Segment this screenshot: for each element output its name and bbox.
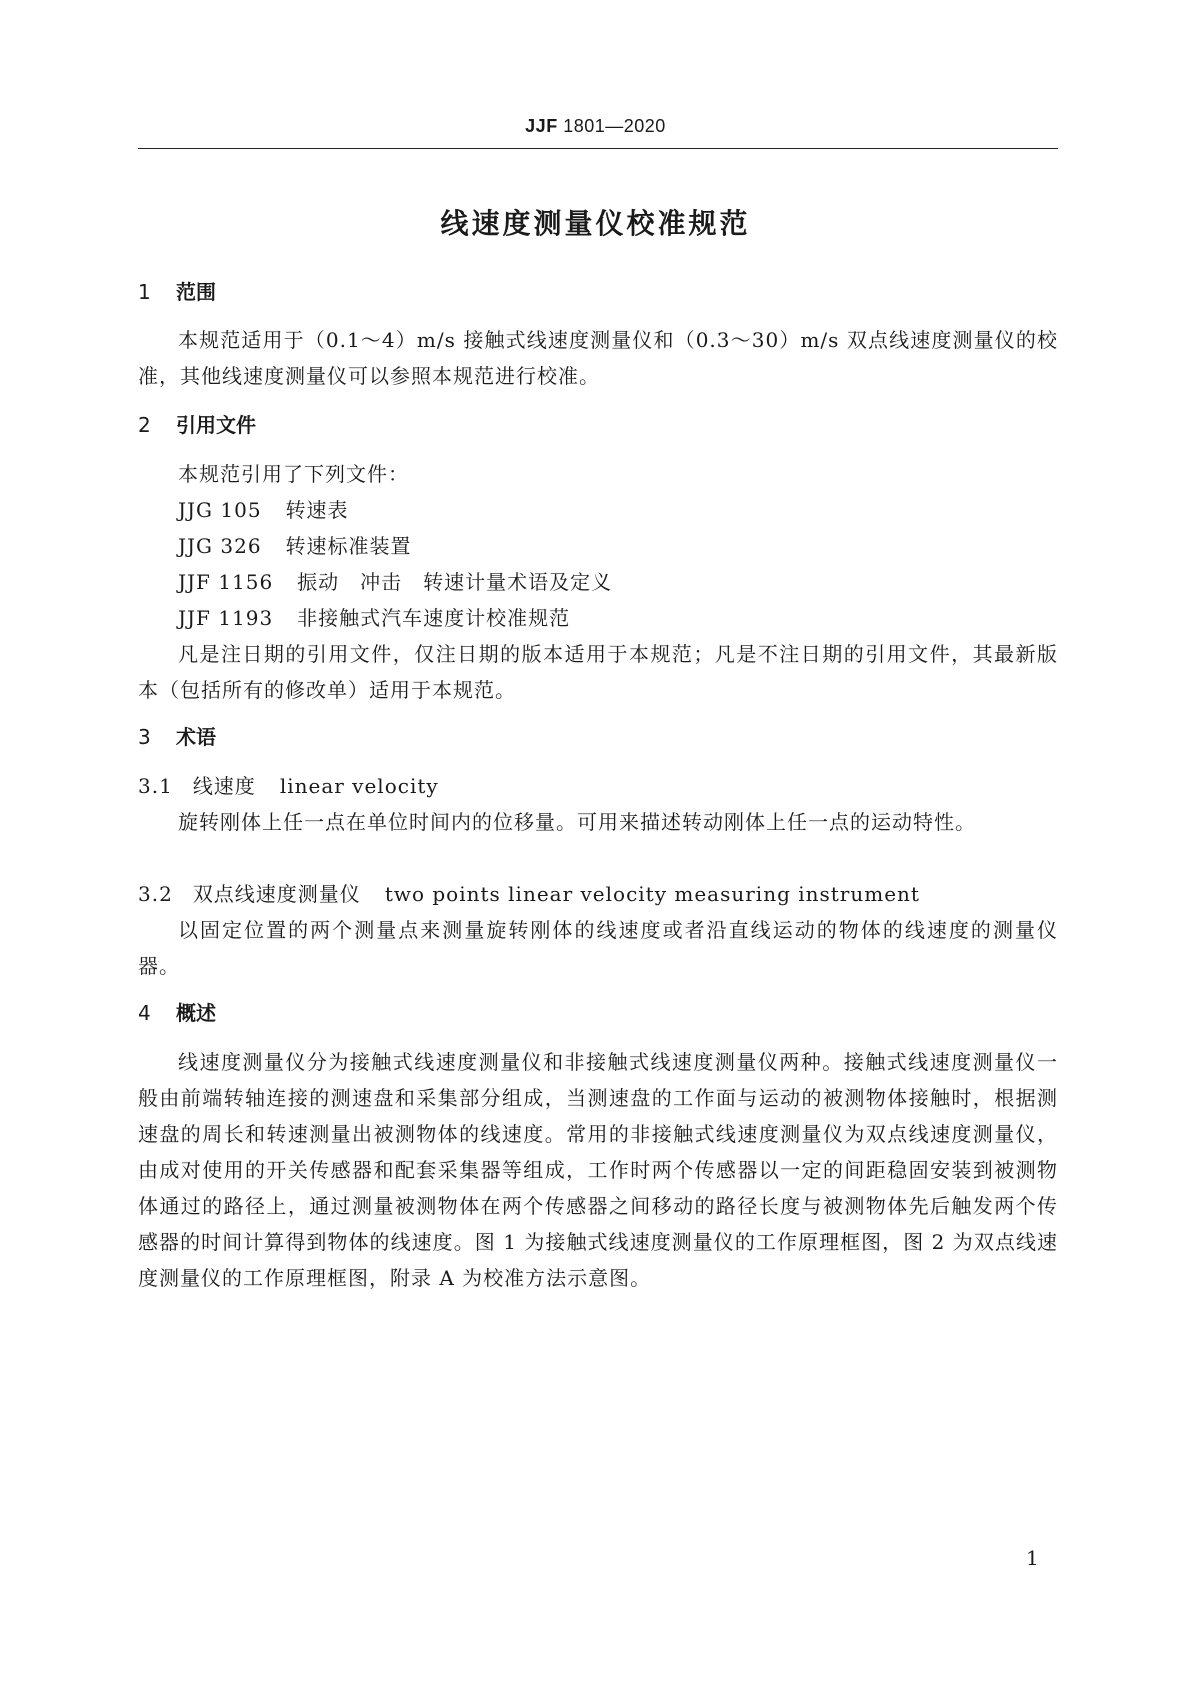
section-2-heading (138, 415, 256, 435)
section-1-paragraph: 本规范适用于（0.1～4）m/s 接触式线速度测量仪和（0.3～30）m/s 双点线速度测量仪的校准，其他线速度测量仪可以参照本规范进行校准。 (138, 328, 1058, 388)
term-3-2-heading (138, 876, 920, 912)
reference-title: 转速表 (285, 498, 349, 522)
section-title: 范围 (176, 280, 216, 304)
header-rule (138, 148, 1058, 149)
reference-code: JJF 1156 (178, 570, 274, 594)
section-number: 3 (138, 725, 151, 749)
section-title: 引用文件 (176, 413, 256, 437)
reference-code: JJG 105 (178, 498, 262, 522)
section-number: 1 (138, 280, 151, 304)
term-cn: 双点线速度测量仪 (192, 882, 361, 906)
page-number: 1 (1026, 1546, 1039, 1570)
section-4-paragraph: 线速度测量仪分为接触式线速度测量仪和非接触式线速度测量仪两种。接触式线速度测量仪一般由前端转轴连接的测速盘和采集部分组成，当测速盘的工作面与运动的被测物体接触时，根据测速盘的周长和转速测量出被测物体的线速度。常用的非接触式线速度测量仪为双点线速度测量仪，由成对使用的开关传感器和配套采集器等组成，工作时两个传感器以一定的间距稳固安装到被测物体通过的路径上，通过测量被测物体在两个传感器之间移动的路径长度与被测物体先后触发两个传感器的时间计算得到物体的线速度。图 1 为接触式线速度测量仪的工作原理框图，图 2 为双点线速度测量仪的工作原理框图，附录 A 为校准方法示意图。 (138, 1050, 1058, 1290)
header-code: JJF (525, 116, 558, 136)
term-number: 3.2 (138, 882, 173, 906)
document-title: 线速度测量仪校准规范 (440, 207, 751, 240)
section-3-heading (138, 727, 216, 747)
term-number: 3.1 (138, 774, 173, 798)
section-4-heading (138, 1003, 216, 1023)
reference-title: 非接触式汽车速度计校准规范 (297, 606, 571, 630)
term-cn: 线速度 (192, 774, 256, 798)
term-en: linear velocity (279, 774, 439, 798)
reference-title: 转速标准装置 (285, 534, 412, 558)
reference-code: JJG 326 (178, 534, 262, 558)
section-number: 4 (138, 1001, 151, 1025)
reference-title: 振动 冲击 转速计量术语及定义 (297, 570, 613, 594)
references-note: 凡是注日期的引用文件，仅注日期的版本适用于本规范；凡是不注日期的引用文件，其最新版本（包括所有的修改单）适用于本规范。 (138, 642, 1058, 702)
section-number: 2 (138, 413, 151, 437)
reference-item (178, 564, 612, 600)
references-intro: 本规范引用了下列文件： (178, 462, 409, 486)
term-3-1-definition: 旋转刚体上任一点在单位时间内的位移量。可用来描述转动刚体上任一点的运动特性。 (178, 810, 976, 834)
term-3-2-definition: 以固定位置的两个测量点来测量旋转刚体的线速度或者沿直线运动的物体的线速度的测量仪器。 (138, 918, 1058, 978)
section-title: 术语 (176, 725, 216, 749)
reference-item (178, 600, 570, 636)
section-title: 概述 (176, 1001, 216, 1025)
term-3-1-heading (138, 768, 439, 804)
reference-code: JJF 1193 (178, 606, 274, 630)
term-en: two points linear velocity measuring instrument (384, 882, 920, 906)
header-number: 1801—2020 (563, 116, 666, 136)
section-1-heading (138, 282, 216, 302)
page-header (0, 116, 1191, 137)
reference-item (178, 492, 349, 528)
reference-item (178, 528, 412, 564)
